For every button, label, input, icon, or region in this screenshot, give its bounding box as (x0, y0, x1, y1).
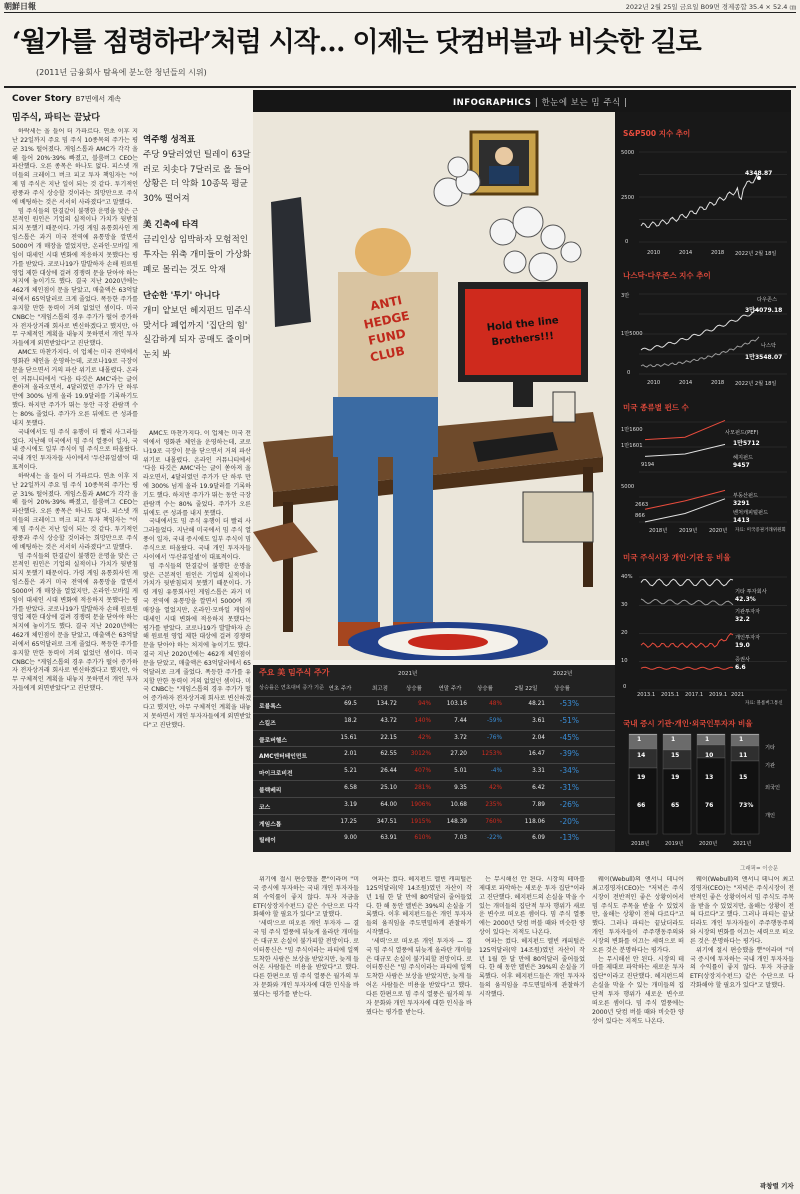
data-label: 1만5712 (733, 440, 760, 447)
table-cell: AMC엔터테인먼트 (259, 754, 308, 761)
paragraph: 밈 주식들의 한결같이 불행한 운명을 맞은 근본적인 원인은 기업의 실적이나 가치가 뒷받침되지 못했기 때문이다. 가령 게임 유통회사인 게임스톱은 과거 미국 전역에 유통망을 깔면서 5000여 개 매장을 열었지만, 온라인·모바일 게임이 대세인 시대 변화에 적응하지 못했다는 평가를 받았다. 코로나19가 발발하자 손해 원료원 영업 제한 대상에 걸려 경쟁력 문을 닫아야 하는 처지에 놓이기도 했다. 결국 지난 2020년에는 462개 체인점이 문을 닫았고, 매출액은 63억달러에서 65억달러로 크게 줄었다. 폭등한 주가를 유지할 만한 동력이 거의 없었던 셈이다. 미국 CNBC는 "게임스톱의 경우 주가가 떨어 증가하자 전자상거래 회사로 변신하겠다고 했지만, 아무 구체적인 계획을 내놓지 못하면서 개인 투자자들에게 외면받았다"고 진단했다. (12, 207, 138, 348)
data-label: 1만1601 (621, 443, 643, 449)
legend-label: 기타 (765, 745, 776, 751)
table-cell: 스킬즈 (259, 720, 276, 727)
table-cell: 블랙베리 (259, 788, 282, 794)
table-cell: -39% (559, 749, 579, 759)
table-row (253, 746, 615, 761)
paragraph: 위기에 절시 편승했을 뿐"이라며 "미국 증시에 투자하는 국내 개인 투자자들의 수익률이 좋지 않다. 투자 자금을 ETF(상장지수펀드) 같은 수단으로 다각화해야 할 필요가 있다"고 말했다. (690, 946, 794, 990)
column-header: 2월 22일 (514, 686, 538, 692)
table-cell: 7.89 (532, 801, 545, 808)
table-cell: 1906% (410, 801, 431, 808)
trader-illustration (253, 112, 615, 660)
data-label: 1만3548.07 (745, 354, 783, 361)
year-label: 2022년 (553, 671, 573, 677)
table-cell: 6.42 (532, 785, 545, 791)
data-label: 4348.87 (745, 170, 773, 177)
table-cell: 클로버헬스 (259, 737, 287, 744)
source-note: 자료: 미국증권거래위원회 (735, 528, 786, 533)
kr-bar-segment (697, 758, 725, 834)
table-cell: 9.00 (344, 835, 357, 842)
body-column-6 (592, 876, 684, 1181)
legend-label: 부동산펀드 (733, 493, 759, 499)
tick-label: 5000 (621, 484, 635, 490)
table-row (253, 696, 615, 711)
tick-label: 2021 (731, 692, 745, 698)
data-label: 73% (739, 802, 754, 809)
table-cell: -53% (559, 699, 579, 708)
table-cell: 3012% (410, 751, 431, 758)
data-label: 42.3% (735, 596, 756, 603)
table-cell: 134.72 (376, 701, 397, 707)
data-label: 9194 (641, 462, 655, 468)
body-column-3 (253, 876, 359, 1181)
data-label: 14 (637, 752, 646, 759)
continued-note: B7면에서 계속 (75, 95, 121, 103)
table-cell: -51% (559, 715, 579, 725)
head (355, 228, 411, 276)
table-row (253, 780, 615, 795)
paragraph: 하락세는 올 들어 더 가파르다. 연초 이후 지난 22일까지 주요 밈 주식 10종목의 주가는 평균 31% 떨어졌다. 게임스톱과 AMC가 각각 올해 들어 20%·39% 빠졌고, 블룸버그 CEO는 파산했다. 오른 종목은 하나도 없다. 피스넷 개미들의 크레이그 버크 피고 투자 책임자는 "이제 밈 주식은 지난 일이 되는 것 같다. 투기적인 광풍과 주식 상승할 것이라는 희망만으로 주식에 베팅하는 것은 서서히 사라졌다"고 말했다. (12, 128, 138, 206)
paragraph: AMC도 마찬가지다. 이 업체는 미국 전역에서 영화관 체인을 운영하는데, 코로나19로 극장이 문을 닫으면서 거의 파산 위기로 내몰렸다. 온라인 커뮤니티에서 '다음 타깃은 AMC'라는 글이 쏟아져 올라오면서, 4달러였던 주가가 단 하루 만에 300% 넘게 올라 19.9달러를 기록하기도 했다. 하지만 주가가 뛰는 동안 극장 관람객 수는 80% 줄었다. 주가가 오른 뒤에도 큰 성과를 내지 못했다. (12, 349, 138, 427)
legend-label: 사모펀드(PEF) (725, 430, 759, 436)
source-note: 자료: 블룸버그통신 (745, 701, 783, 706)
table-cell: 3.61 (532, 717, 545, 724)
kr-title: 국내 증시 기관·개인·외국인투자자 비율 (623, 719, 753, 728)
data-label: 32.2 (735, 616, 750, 623)
masthead-rule (4, 12, 796, 13)
table-cell: 로블록스 (259, 704, 282, 710)
tick-label: 2019년 (679, 528, 698, 534)
tick-label: 2015.1 (661, 692, 680, 698)
tick-label: 2021년 (733, 841, 752, 847)
table-row (253, 814, 615, 829)
legend-label: 기관 (765, 763, 776, 769)
table-row (253, 713, 615, 728)
legend-label: 개인 (765, 813, 776, 819)
column-header: 상승률 (406, 686, 422, 692)
tick-label: 2018 (711, 380, 725, 386)
data-label: 3291 (733, 500, 750, 507)
table-cell: 틸레이 (259, 838, 276, 845)
dateline: 2022년 2월 25일 금요일 B09면 경제종합 35.4 × 52.4 ㎝ (625, 3, 796, 11)
table-cell: 2.04 (532, 734, 545, 741)
table-cell: 마이크로비전 (259, 771, 293, 778)
tick-label: 30 (621, 602, 628, 608)
chart-column (615, 112, 791, 852)
kr-bar-segment (697, 734, 725, 735)
table-cell: 62.55 (380, 751, 397, 758)
hedge-series (645, 444, 725, 456)
table-cell: 148.39 (446, 818, 467, 825)
table-cell: 6.58 (344, 785, 357, 791)
legend-label: 증권사 (735, 657, 751, 663)
share-title: 미국 주식시장 개인·기관 등 비율 (623, 553, 731, 562)
summary-text: 개미 얕보던 헤지펀드 밈주식 맞서다 폐업까지 '집단의 힘' 실감하게 되자 공매도 줄이며 눈치 봐 (143, 306, 251, 360)
data-label: 76 (705, 802, 714, 809)
infographic-label: INFOGRAPHICS (453, 98, 532, 108)
coffee-cup (553, 392, 575, 422)
table-note: 상승률은 연초대비 증가 기준 (259, 685, 325, 691)
body-column-7 (690, 876, 794, 1176)
table-cell: 235% (485, 801, 502, 808)
table-cell: 118.06 (524, 818, 545, 825)
data-label: 6.6 (735, 664, 746, 671)
data-label: 11 (739, 752, 748, 759)
paragraph: 는 무시해선 안 된다. 시장의 테마를 제대로 파악하는 새로운 투자 집단"이라고 진단했다. 헤지펀드의 손실을 막을 수 있는 개미들의 집단적 투자 행위가 새로운 변수로 떠오른 셈이다. 밈 주식 열풍에는 2000년 닷컴 버블 때와 비슷한 양상이 있다는 지적도 나온다. (479, 876, 585, 937)
legend-label: 기관투자자 (735, 609, 761, 615)
table-cell: 3.19 (344, 801, 357, 808)
table-row (253, 797, 615, 812)
kr-bar-segment (731, 761, 759, 834)
table-cell: -76% (487, 734, 502, 741)
table-row (253, 730, 615, 745)
table-row (253, 763, 615, 778)
kr-bar-segment (629, 735, 657, 749)
shirt-text: HEDGE (362, 308, 411, 332)
table-cell: -13% (559, 833, 579, 843)
table-cell: 63.91 (380, 835, 397, 842)
table-cell: 760% (485, 818, 502, 825)
table-cell: 48% (489, 701, 502, 707)
table-cell: 347.51 (376, 818, 397, 825)
table-cell: 16.47 (528, 751, 545, 758)
table-cell: 26.44 (380, 768, 397, 775)
data-label: 1 (671, 736, 676, 743)
data-label: 1413 (733, 517, 750, 524)
table-cell: 10.68 (450, 801, 467, 808)
table-cell: 610% (414, 835, 431, 842)
table-cell: 48.21 (528, 701, 545, 707)
section-title: Cover Story (12, 94, 72, 104)
illustration (253, 112, 615, 660)
paragraph: 웨이(Webull)의 앤서니 데니어 최고경영자(CEO)는 "저녁은 주식시장이 전반적인 좋은 상황이어서 밈 주식도 주목을 받을 수 있었지만, 올해는 상황이 전혀 다르다"고 했다. 그러나 파티는 끝났더라도 개인 투자자들이 주주행동주의와 시장의 변화를 이끄는 세력으로 떠오른 것은 분명하다는 평가다. (592, 876, 684, 954)
table-cell: 7.44 (454, 717, 467, 724)
pef-series (645, 420, 725, 439)
body-column-4 (366, 876, 472, 1181)
tick-label: 2010 (647, 380, 661, 386)
kicker: 밈주식, 파티는 끝났다 (12, 113, 100, 123)
tick-label: 20 (621, 630, 628, 636)
byline: 곽창렬 기자 (760, 1182, 794, 1190)
data-label: 19.0 (735, 642, 750, 649)
table-cell: 25.10 (380, 785, 397, 791)
table-cell: -59% (487, 717, 502, 724)
kr-bar-segment (663, 734, 691, 735)
legend-label: 나스닥 (761, 343, 777, 349)
tick-label: 2020년 (709, 528, 728, 534)
body-column-1 (12, 128, 138, 1183)
summary-text: 주당 9달러였던 틸레이 63달러로 치솟다 7달러로 올 들어 상황은 더 악화 10종목 평균 30% 떨어져 (143, 150, 251, 204)
table-cell: 281% (414, 785, 431, 791)
table-cell: -34% (559, 766, 579, 776)
summary-text: 금리인상 임박하자 모험적인 투자는 위축 개미들이 가상화폐로 몰리는 것도 악재 (143, 235, 251, 275)
tick-label: 0 (625, 239, 629, 245)
meme-stock-table (253, 665, 615, 852)
data-label: 2663 (635, 502, 649, 508)
summary-box (143, 133, 251, 375)
sp500-title: S&P500 지수 추이 (623, 129, 691, 138)
jeans (333, 397, 438, 457)
summary-heading: 역주행 성적표 (143, 135, 196, 145)
paragraph: '세력'으로 떠오른 개인 투자자 — 결국 밈 주식 열풍에 뒤늦게 올라탄 개미들은 대규모 손실이 불가피할 전망이다. 로이터통신은 "밈 주식이라는 파티에 일찍 도착한 사람은 보상을 받았지만, 늦게 들어온 사람들은 비용을 받았다"고 했다. 다른 한편으로 밈 주식 열풍은 월가의 투자 문화와 개인 투자자에 대한 인식을 바꿨다는 평가를 받는다. (253, 920, 359, 998)
table-cell: 7.03 (454, 835, 467, 842)
table-cell: -45% (559, 732, 579, 742)
table-cell: 2.01 (344, 751, 357, 758)
table-cell: 5.01 (454, 768, 467, 775)
masthead (0, 0, 800, 12)
table-cell: -4% (490, 768, 502, 775)
monitor-screen (465, 289, 581, 375)
infographic-title (453, 96, 627, 108)
shirt-text: CLUB (368, 343, 406, 365)
paragraph: 국내에서도 밈 주식 유행이 더 빨리 사그라들었다. 지난해 미국에서 밈 주식 열풍이 일자, 국내 증시에도 일부 주식이 밈 주식으로 떠올랐다. 국내 개인 투자자들 사이에서 '두산퓨얼셀'이 대표적이다. (143, 518, 251, 561)
individual-series (641, 634, 733, 648)
screen-text: Hold the line (486, 315, 560, 334)
table-cell: 3.72 (454, 734, 467, 741)
legend-label: 외국인 (765, 785, 781, 791)
charts-svg (615, 112, 791, 852)
dow-series (641, 310, 759, 350)
tick-label: 3만 (621, 293, 630, 299)
table-cell: 42% (418, 734, 431, 741)
table-cell: 게임스톱 (259, 821, 282, 828)
table-cell: 코스 (259, 804, 271, 811)
table-cell: -20% (559, 816, 579, 826)
body-column-2 (143, 430, 251, 880)
realestate-series (645, 490, 725, 509)
table-cell: 6.09 (532, 835, 545, 842)
paragraph: 는 무시해선 안 된다. 시장의 테마를 제대로 파악하는 새로운 투자 집단"이라고 진단했다. 헤지펀드의 손실을 막을 수 있는 개미들의 집단적 투자 행위가 새로운 변수로 떠오른 셈이다. 밈 주식 열풍에는 2000년 닷컴 버블 때와 비슷한 양상이 있다는 지적도 나온다. (592, 955, 684, 1025)
paragraph: '세력'으로 떠오른 개인 투자자 — 결국 밈 주식 열풍에 뒤늦게 올라탄 개미들은 대규모 손실이 불가피할 전망이다. 로이터통신은 "밈 주식이라는 파티에 일찍 도착한 사람은 보상을 받았지만, 늦게 들어온 사람들은 비용을 받았다"고 했다. 다른 한편으로 밈 주식 열풍은 월가의 투자 문화와 개인 투자자에 대한 인식을 바꿨다는 평가를 받는다. (366, 937, 472, 1016)
year-label: 2021년 (398, 671, 418, 677)
section-label (12, 94, 121, 104)
body-column-5 (479, 876, 585, 1181)
vc-series (645, 499, 725, 522)
table-row (253, 830, 615, 845)
table-cell: 69.5 (344, 701, 357, 707)
table-cell: 140% (414, 717, 431, 724)
shirt-text: ANTI (369, 293, 404, 314)
tick-label: 2019.1 (709, 692, 728, 698)
table-cell: 43.72 (380, 717, 397, 724)
data-label: 13 (705, 774, 714, 781)
table-cell: 42% (489, 785, 502, 791)
tick-label: 40% (621, 574, 633, 580)
table-cell: 18.2 (344, 717, 357, 724)
tick-label: 2020년 (699, 841, 718, 847)
table-cell: 5.21 (344, 768, 357, 775)
other-investor-series (641, 579, 733, 586)
paragraph: 여파는 컸다. 헤지펀드 멜빈 캐피털은 125억달러(약 14조원)였던 자산이 작년 1월 한 달 만에 80억달러 줄어들었다. 한 해 동안 멜빈은 39%의 손실을 기록했다. 이후 헤지펀드들은 개인 투자자들의 움직임을 주도면밀하게 관찰하기 시작했다. (366, 876, 472, 937)
paragraph: 위기에 절시 편승했을 뿐"이라며 "미국 증시에 투자하는 국내 개인 투자자들의 수익률이 좋지 않다. 투자 자금을 ETF(상장지수펀드) 같은 수단으로 다각화해야 할 필요가 있다"고 말했다. (253, 876, 359, 919)
table-cell: 1253% (481, 751, 502, 758)
kr-bar-segment (731, 734, 759, 735)
data-label: 66 (637, 802, 646, 809)
table-cell: 64.00 (380, 801, 397, 808)
table-cell: 3.31 (532, 768, 545, 775)
institution-series (641, 599, 733, 605)
tick-label: 2019년 (665, 841, 684, 847)
data-label: 19 (671, 774, 680, 781)
tick-label: 2022년 2월 18일 (735, 251, 777, 257)
tick-label: 1만5000 (621, 331, 643, 337)
kr-bar-segment (697, 735, 725, 745)
tick-label: 1만1600 (621, 427, 643, 433)
graphic-credit: 그래픽= 이승문 (740, 866, 779, 872)
tick-label: 2014 (679, 250, 693, 256)
table-cell: -31% (559, 783, 579, 792)
table-cell: 15.61 (340, 734, 357, 741)
headline: ‘월가를 점령하라’처럼 시작… 이제는 닷컴버블과 비슷한 길로 (12, 27, 701, 58)
legend-label: 헤지펀드 (733, 455, 754, 461)
table-cell: -22% (487, 835, 502, 842)
tick-label: 2018년 (631, 841, 650, 847)
column-header: 최고점 (372, 686, 388, 692)
column-header: 상승률 (554, 686, 570, 692)
kr-bar-segment (629, 734, 657, 735)
tick-label: 0 (627, 370, 631, 376)
nasdaq-series (641, 337, 759, 367)
paragraph: 밈 주식들의 한결같이 불행한 운명을 맞은 근본적인 원인은 기업의 실적이나 가치가 뒷받침되지 못했기 때문이다. 가령 게임 유통회사인 게임스톱은 과거 미국 전역에 유통망을 깔면서 5000여 개 매장을 열었지만, 온라인·모바일 게임이 대세인 시대 변화에 적응하지 못했다는 평가를 받았다. 코로나19가 발발하자 손해 원료원 영업 제한 대상에 걸려 경쟁력 문을 닫아야 하는 처지에 놓이기도 했다. 결국 지난 2020년에는 462개 체인점이 문을 닫았고, 매출액은 63억달러에서 65억달러로 크게 줄었다. 폭등한 주가를 유지할 만한 동력이 거의 없었던 셈이다. 미국 CNBC는 "게임스톱의 경우 주가가 떨어 증가하자 전자상거래 회사로 변신하겠다고 했지만, 아무 구체적인 계획을 내놓지 못하면서 개인 투자자들에게 외면받았다"고 진단했다. (143, 562, 251, 729)
paragraph: 웨이(Webull)의 앤서니 데니어 최고경영자(CEO)는 "저녁은 주식시장이 전반적인 좋은 상황이어서 밈 주식도 주목을 받을 수 있었지만, 올해는 상황이 전혀 다르다"고 했다. 그러나 파티는 끝났더라도 개인 투자자들이 주주행동주의와 시장의 변화를 이끄는 세력으로 떠오른 것은 분명하다는 평가다. (690, 876, 794, 945)
kr-bar-segment (731, 735, 759, 746)
kr-bar-segment (663, 735, 691, 750)
paragraph: AMC도 마찬가지다. 이 업체는 미국 전역에서 영화관 체인을 운영하는데, 코로나19로 극장이 문을 닫으면서 거의 파산 위기로 내몰렸다. 온라인 커뮤니티에서 '다음 타깃은 AMC'라는 글이 쏟아져 올라오면서, 4달러였던 주가가 단 하루 만에 300% 넘게 올라 19.9달러를 기록하기도 했다. 하지만 주가가 뛰는 동안 극장 관람객 수는 80% 줄었다. 주가가 오른 뒤에도 큰 성과를 내지 못했다. (143, 430, 251, 517)
legend-label: 다우존스 (757, 297, 778, 303)
book-stack (523, 492, 593, 542)
data-label: 65 (671, 802, 680, 809)
infographic-header (253, 90, 791, 112)
data-label: 15 (739, 774, 748, 781)
data-label: 19 (637, 774, 646, 781)
legend-label: 개인투자자 (735, 635, 761, 641)
data-label: 1 (739, 736, 744, 743)
tick-label: 2017.1 (685, 692, 704, 698)
paragraph: 국내에서도 밈 주식 유행이 더 빨리 사그라들었다. 지난해 미국에서 밈 주식 열풍이 일자, 국내 증시에도 일부 주식이 밈 주식으로 떠올랐다. 국내 개인 투자자들 사이에서 '두산퓨얼셀'이 대표적이다. (12, 428, 138, 472)
table-cell: 407% (414, 768, 431, 775)
tick-label: 2018년 (649, 528, 668, 534)
data-label: 1 (705, 736, 710, 743)
table-cell: 1915% (410, 818, 431, 825)
table-title: 주요 美 밈주식 주가 (259, 668, 330, 677)
legend-label: 기타 투자회사 (735, 589, 767, 595)
column-header: 연초 주가 (328, 686, 352, 692)
summary-heading: 단순한 '투기' 아니다 (143, 291, 220, 302)
data-label: 1 (637, 736, 642, 743)
screen-text: Brothers!!! (490, 330, 555, 349)
table-cell: 22.15 (380, 734, 397, 741)
tick-label: 2022년 2월 18일 (735, 381, 777, 387)
tick-label: 2018 (711, 250, 725, 256)
summary-heading: 美 긴축에 타격 (143, 220, 199, 231)
column-header: 연말 주가 (438, 686, 462, 692)
nasdaq-title: 나스닥·다우존스 지수 추이 (623, 271, 711, 280)
paragraph: 밈 주식들의 한결같이 불행한 운명을 맞은 근본적인 원인은 기업의 실적이나 가치가 뒷받침되지 못했기 때문이다. 가령 게임 유통회사인 게임스톱은 과거 미국 전역에 유통망을 깔면서 5000여 개 매장을 열었지만, 온라인·모바일 게임이 대세인 시대 변화에 적응하지 못했다는 평가를 받았다. 코로나19가 발발하자 손해 원료원 영업 제한 대상에 걸려 경쟁력 문을 닫아야 하는 처지에 놓이기도 했다. 결국 지난 2020년에는 462개 체인점이 문을 닫았고, 매출액은 63억달러에서 65억달러로 크게 줄었다. 폭등한 주가를 유지할 만한 동력이 거의 없었던 셈이다. 미국 CNBC는 "게임스톱의 경우 주가가 떨어 증가하자 전자상거래 회사로 변신하겠다고 했지만, 아무 구체적인 계획을 내놓지 못하면서 개인 투자자들에게 외면받았다"고 진단했다. (12, 552, 138, 693)
infographic-subtitle: | 한눈에 보는 밈 주식 | (534, 98, 628, 108)
legend-label: 벤처캐피털펀드 (733, 510, 769, 516)
tick-label: 5000 (621, 150, 635, 156)
table-cell: 103.16 (446, 701, 467, 707)
data-label: 866 (635, 513, 645, 519)
shirt-text: FUND (366, 326, 407, 348)
headline-rule (4, 86, 796, 88)
table-cell: 27.20 (450, 751, 467, 758)
data-label: 3만4079.18 (745, 307, 783, 314)
data-label: 10 (705, 752, 714, 759)
tick-label: 2014 (679, 380, 693, 386)
table-cell: 9.35 (454, 785, 467, 791)
data-label: 9457 (733, 462, 750, 469)
paragraph: 여파는 컸다. 헤지펀드 멜빈 캐피털은 125억달러(약 14조원)였던 자산이 작년 1월 한 달 만에 80억달러 줄어들었다. 한 해 동안 멜빈은 39%의 손실을 기록했다. 이후 헤지펀드들은 개인 투자자들의 움직임을 주도면밀하게 관찰하기 시작했다. (479, 937, 585, 998)
broker-series (641, 667, 733, 669)
tick-label: 10 (621, 658, 628, 664)
tick-label: 2500 (621, 195, 635, 201)
table-cell: -26% (559, 799, 579, 809)
data-label: 15 (671, 752, 680, 759)
fund-title: 미국 종류별 펀드 수 (623, 403, 689, 412)
column-header: 상승률 (477, 686, 493, 692)
tick-label: 2013.1 (637, 692, 656, 698)
table-cell: 17.25 (340, 818, 357, 825)
tick-label: 2010 (647, 250, 661, 256)
subhead: (2011년 금융회사 탐욕에 분노한 청년들의 시위) (36, 68, 207, 77)
newspaper-logo: 朝鮮日報 (4, 1, 36, 11)
tick-label: 0 (623, 684, 627, 690)
paragraph: 하락세는 올 들어 더 가파르다. 연초 이후 지난 22일까지 주요 밈 주식 10종목의 주가는 평균 31% 떨어졌다. 게임스톱과 AMC가 각각 올해 들어 20%·39% 빠졌고, 블룸버그 CEO는 파산했다. 오른 종목은 하나도 없다. 피스넷 개미들의 크레이그 버크 피고 투자 책임자는 "이제 밈 주식은 지난 일이 되는 것 같다. 투기적인 광풍과 주식 상승할 것이라는 희망만으로 주식에 베팅하는 것은 서서히 사라졌다"고 말했다. (12, 472, 138, 551)
table-cell: 94% (418, 701, 431, 707)
